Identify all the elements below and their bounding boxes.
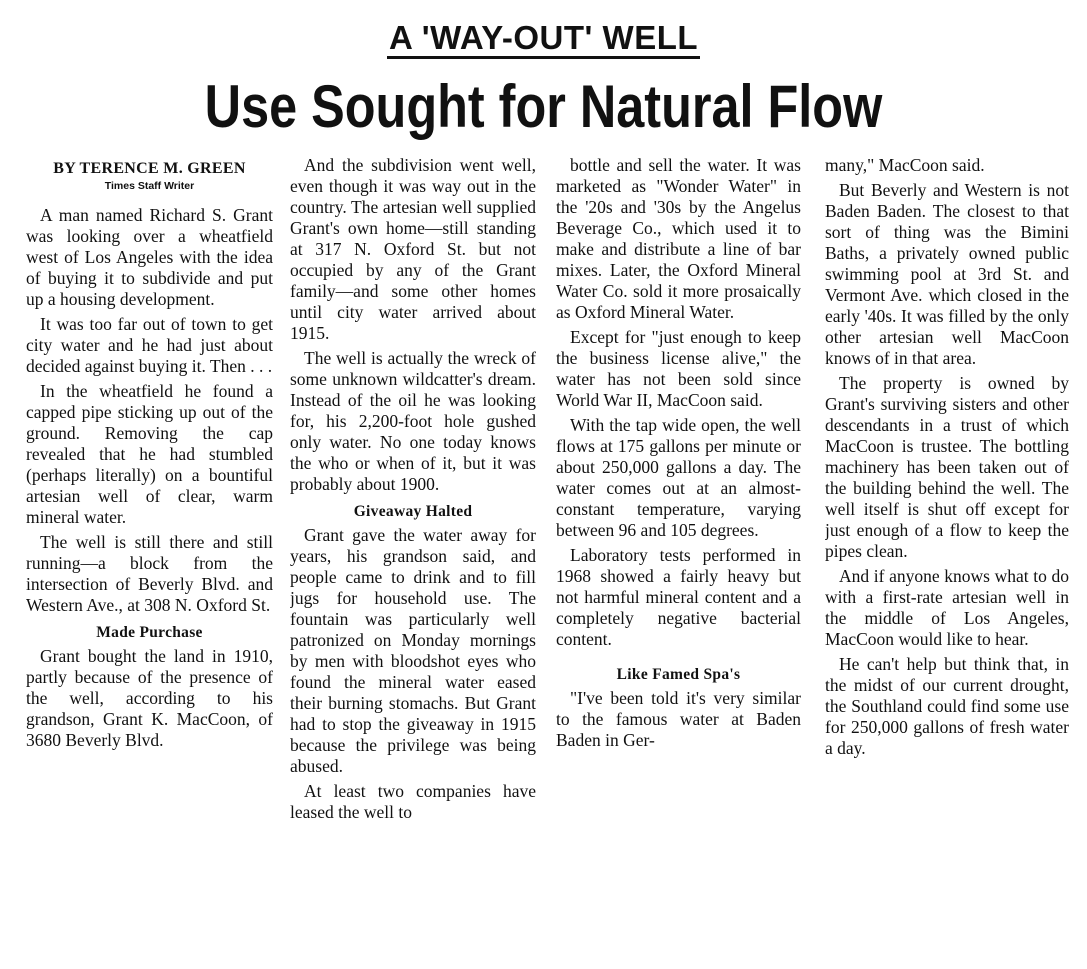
paragraph: And if anyone knows what to do with a first-rate artesian well in the middle of Los Angeles, MacCoon would like to hear. [825, 566, 1069, 649]
article-kicker: A 'WAY-OUT' WELL [0, 18, 1087, 58]
paragraph: It was too far out of town to get city water and he had just about decided against buying it. Then . . . [26, 314, 273, 376]
paragraph: A man named Richard S. Grant was looking over a wheatfield west of Los Angeles with the idea of buying it to subdivide and put up a housing development. [26, 205, 273, 309]
paragraph: At least two companies have leased the well to [290, 781, 536, 822]
paragraph: The well is still there and still running—a block from the intersection of Beverly Blvd. and Western Ave., at 308 N. Oxford St. [26, 532, 273, 615]
subhead-like-famed-spas: Like Famed Spa's [616, 666, 741, 683]
subhead-giveaway-halted: Giveaway Halted [353, 503, 473, 520]
paragraph: But Beverly and Western is not Baden Baden. The closest to that sort of thing was the Bimini Baths, a privately owned public swimming pool at 3rd St. and Vermont Ave. which closed in the early '40s. It was filled by the only other artesian well MacCoon knows of in that area. [825, 180, 1069, 368]
paragraph: Grant bought the land in 1910, partly because of the presence of the well, according to his grandson, Grant K. MacCoon, of 3680 Beverly Blvd. [26, 646, 273, 750]
paragraph: Except for "just enough to keep the business license alive," the water has not been sold since World War II, MacCoon said. [556, 327, 801, 410]
subhead-made-purchase: Made Purchase [96, 624, 203, 641]
article-headline: Use Sought for Natural Flow [204, 73, 883, 140]
paragraph: In the wheatfield he found a capped pipe sticking up out of the ground. Removing the cap revealed that he had stumbled (perhaps literally) on a bountiful artesian well of clear, warm mineral water. [26, 381, 273, 527]
byline-credit: Times Staff Writer [104, 180, 195, 192]
paragraph: Laboratory tests performed in 1968 showed a fairly heavy but not harmful mineral content and a completely negative bacterial content. [556, 545, 801, 649]
paragraph: And the subdivision went well, even though it was way out in the country. The artesian well supplied Grant's own home—still standing at 317 N. Oxford St. but not occupied by any of the Grant family—and some other homes until city water arrived about 1915. [290, 155, 536, 343]
paragraph: He can't help but think that, in the midst of our current drought, the Southland could find some use for 250,000 gallons of fresh water a day. [825, 654, 1069, 758]
article-column-3 [556, 155, 801, 960]
article-column-2 [290, 155, 536, 960]
paragraph: bottle and sell the water. It was marketed as "Wonder Water" in the '20s and '30s by the Angelus Beverage Co., which used it to make and distribute a line of bar mixes. Later, the Oxford Mineral Water Co. sold it more prosaically as Oxford Mineral Water. [556, 155, 801, 322]
paragraph: The property is owned by Grant's surviving sisters and other descendants in a trust of which MacCoon is trustee. The bottling machinery has been taken out of the building behind the well. The well itself is shut off except for just enough of a flow to keep the pipes clean. [825, 373, 1069, 561]
article-column-1 [26, 155, 273, 960]
paragraph: "I've been told it's very similar to the famous water at Baden Baden in Ger- [556, 688, 801, 750]
article-column-4 [825, 155, 1069, 960]
paragraph: With the tap wide open, the well flows at 175 gallons per minute or about 250,000 gallons a day. The water comes out at an almost-constant temperature, varying between 96 and 105 degrees. [556, 415, 801, 540]
paragraph: many," MacCoon said. [825, 155, 985, 175]
paragraph: The well is actually the wreck of some unknown wildcatter's dream. Instead of the oil he was looking for, his 2,200-foot hole gushed only water. No one today knows the who or when of it, but it was probably about 1900. [290, 348, 536, 494]
byline: BY TERENCE M. GREEN [53, 160, 246, 177]
paragraph: Grant gave the water away for years, his grandson said, and people came to drink and to fill jugs for household use. The fountain was particularly well patronized on Monday mornings by men with bloodshot eyes who found the mineral water eased their burning stomachs. But Grant had to stop the giveaway in 1915 because the privilege was being abused. [290, 525, 536, 776]
